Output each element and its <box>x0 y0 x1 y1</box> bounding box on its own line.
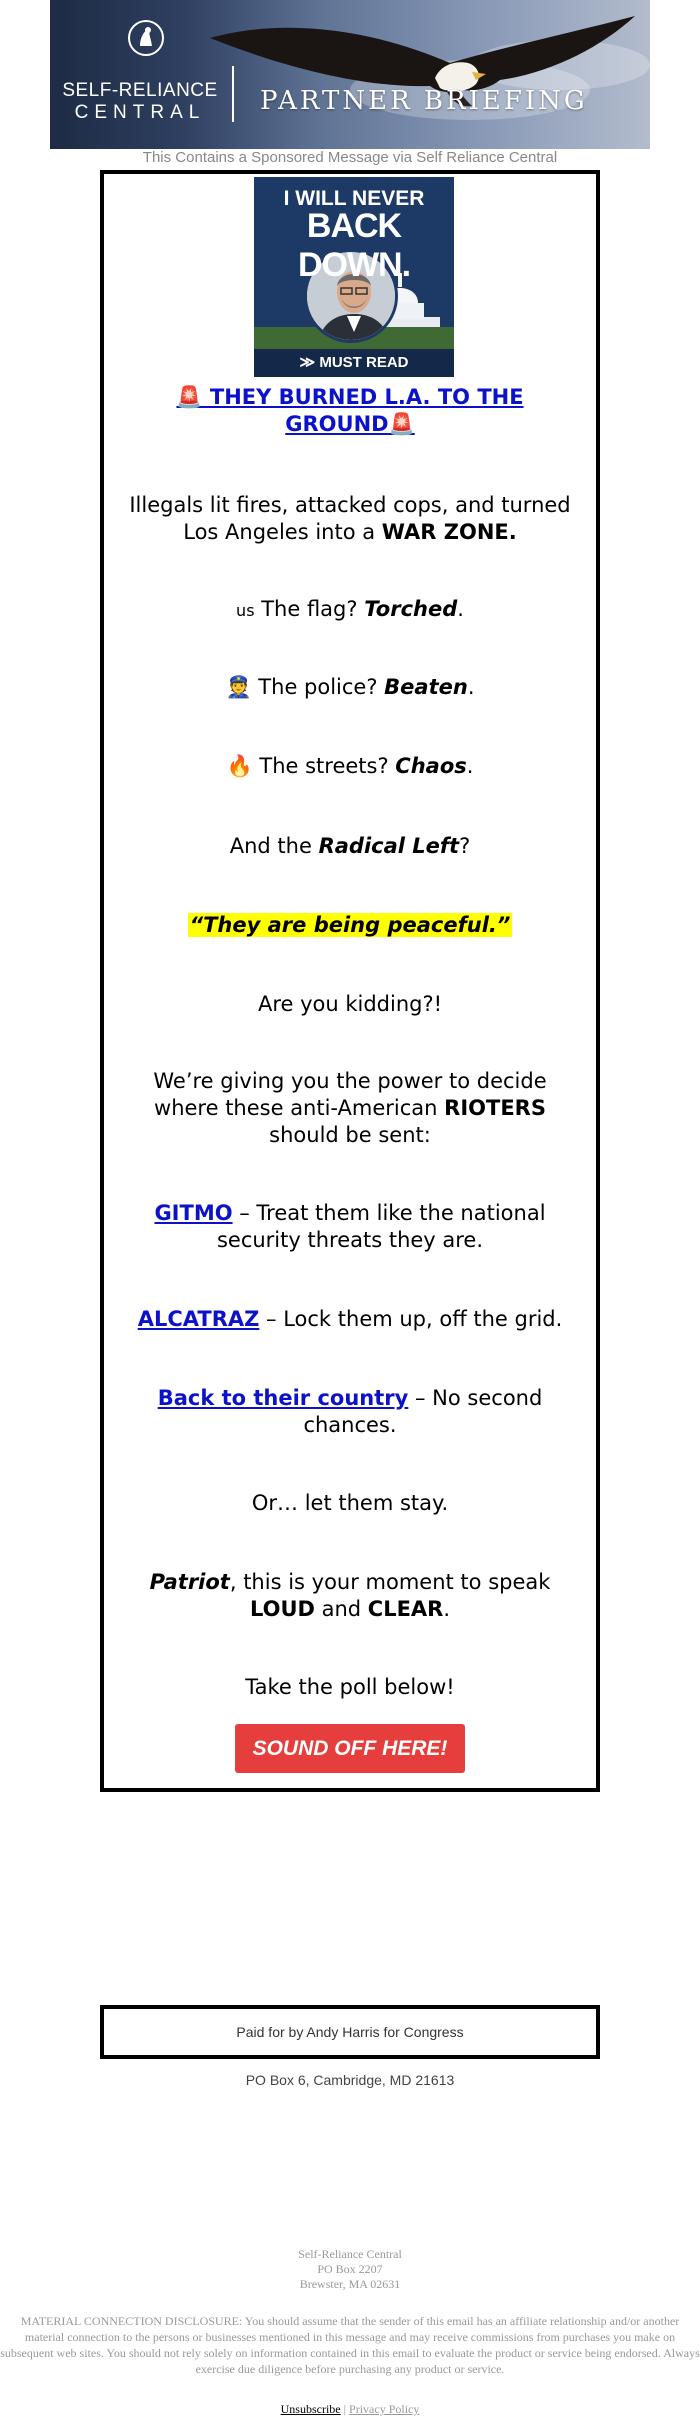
paragraph <box>124 912 576 939</box>
text: Take the poll below! <box>245 1675 455 1699</box>
text: The flag? <box>254 597 365 621</box>
poll-option <box>124 1200 576 1254</box>
fire-icon: 🔥 <box>226 754 253 778</box>
text: – Lock them up, off the grid. <box>259 1307 563 1331</box>
text-bold-italic: Patriot <box>149 1570 230 1594</box>
text: . <box>467 675 475 699</box>
text: The streets? <box>252 754 396 778</box>
paragraph <box>124 674 576 701</box>
banner-divider <box>232 66 234 122</box>
text: Or… let them stay. <box>251 1491 449 1515</box>
text: – Treat them like the national security threats they are. <box>216 1201 546 1252</box>
material-connection-disclosure: MATERIAL CONNECTION DISCLOSURE: You should assume that the sender of this email has an affiliate relationship and/or another material connection to the persons or businesses mentioned in this message and may receive commissions from purchases you make on subsequent web sites. You should not rely solely on information contained in this email to evaluate the product or service being endorsed. Always exercise due diligence before purchasing any product or service. <box>0 2314 700 2376</box>
footer-company: Self-Reliance Central <box>298 2247 402 2261</box>
paragraph <box>124 833 576 860</box>
paragraph <box>124 596 576 624</box>
brand-name-line1: SELF-RELIANCE <box>62 80 218 101</box>
hero-footer <box>254 349 454 377</box>
text: . <box>443 1597 451 1621</box>
header-banner <box>50 0 650 149</box>
text: and <box>314 1597 368 1621</box>
sponsor-note: This Contains a Sponsored Message via Self Reliance Central <box>142 149 558 166</box>
us-flag-icon: us <box>236 601 255 620</box>
newsletter-title: PARTNER BRIEFING <box>260 86 588 116</box>
paragraph <box>124 1490 576 1517</box>
text: ? <box>459 834 471 858</box>
message-box <box>100 170 600 1792</box>
text-bold-italic: Torched <box>364 597 458 621</box>
text-bold: CLEAR <box>367 1597 444 1621</box>
footer-links <box>0 2402 700 2417</box>
paragraph <box>124 1674 576 1701</box>
hero-line1: I WILL NEVER <box>283 187 425 210</box>
text-bold-italic: Chaos <box>395 754 467 778</box>
text-bold: WAR ZONE. <box>381 520 517 544</box>
campaign-address: PO Box 6, Cambridge, MD 21613 <box>245 2072 455 2088</box>
poll-option <box>124 1306 576 1333</box>
paragraph <box>124 492 576 546</box>
paragraph <box>124 991 576 1018</box>
text: Illegals lit fires, attacked cops, and turned Los Angeles into a <box>129 493 571 544</box>
police-officer-icon: 👮 <box>225 675 252 699</box>
brand-name-line2: CENTRAL <box>74 102 206 123</box>
headline-link[interactable]: 🚨 THEY BURNED L.A. TO THE GROUND🚨 <box>176 385 524 436</box>
privacy-policy-link[interactable]: Privacy Policy <box>349 2402 420 2416</box>
alcatraz-link[interactable]: ALCATRAZ <box>137 1307 260 1331</box>
text: Are you kidding?! <box>257 992 443 1016</box>
text: We’re giving you the power to decide where these anti-American <box>153 1069 547 1120</box>
gitmo-link[interactable]: GITMO <box>154 1201 233 1225</box>
text: should be sent: <box>269 1123 431 1147</box>
text: . <box>466 754 474 778</box>
text: – No second chances. <box>303 1386 543 1437</box>
hero-footer-label: MUST READ <box>319 354 409 371</box>
paid-for-disclaimer: Paid for by Andy Harris for Congress <box>100 2005 600 2059</box>
paragraph <box>124 1569 576 1623</box>
footer-city: Brewster, MA 02631 <box>299 2277 401 2291</box>
text-bold: LOUD <box>249 1597 315 1621</box>
text: And the <box>229 834 319 858</box>
text: . <box>457 597 464 621</box>
paragraph <box>124 753 576 780</box>
text: The police? <box>251 675 385 699</box>
text-bold-italic: Radical Left <box>318 834 460 858</box>
text-bold: RIOTERS <box>444 1096 546 1120</box>
footer-po-box: PO Box 2207 <box>317 2262 383 2276</box>
link-separator: | <box>340 2402 350 2416</box>
back-to-country-link[interactable]: Back to their country <box>157 1386 409 1410</box>
sound-off-button[interactable]: SOUND OFF HERE! <box>235 1724 465 1773</box>
text-bold-italic: Beaten <box>384 675 468 699</box>
text: , this is your moment to speak <box>229 1570 551 1594</box>
hero-image[interactable] <box>254 177 454 377</box>
paragraph <box>124 1068 576 1149</box>
brand-logo[interactable] <box>50 0 230 149</box>
unsubscribe-link[interactable]: Unsubscribe <box>280 2402 341 2416</box>
poll-option <box>124 1385 576 1439</box>
hero-line2: BACK DOWN. <box>297 207 411 284</box>
seal-icon <box>126 16 166 62</box>
chevron-down-icon: ≫ <box>299 354 320 371</box>
highlighted-quote: “They are being peaceful.” <box>189 913 511 937</box>
